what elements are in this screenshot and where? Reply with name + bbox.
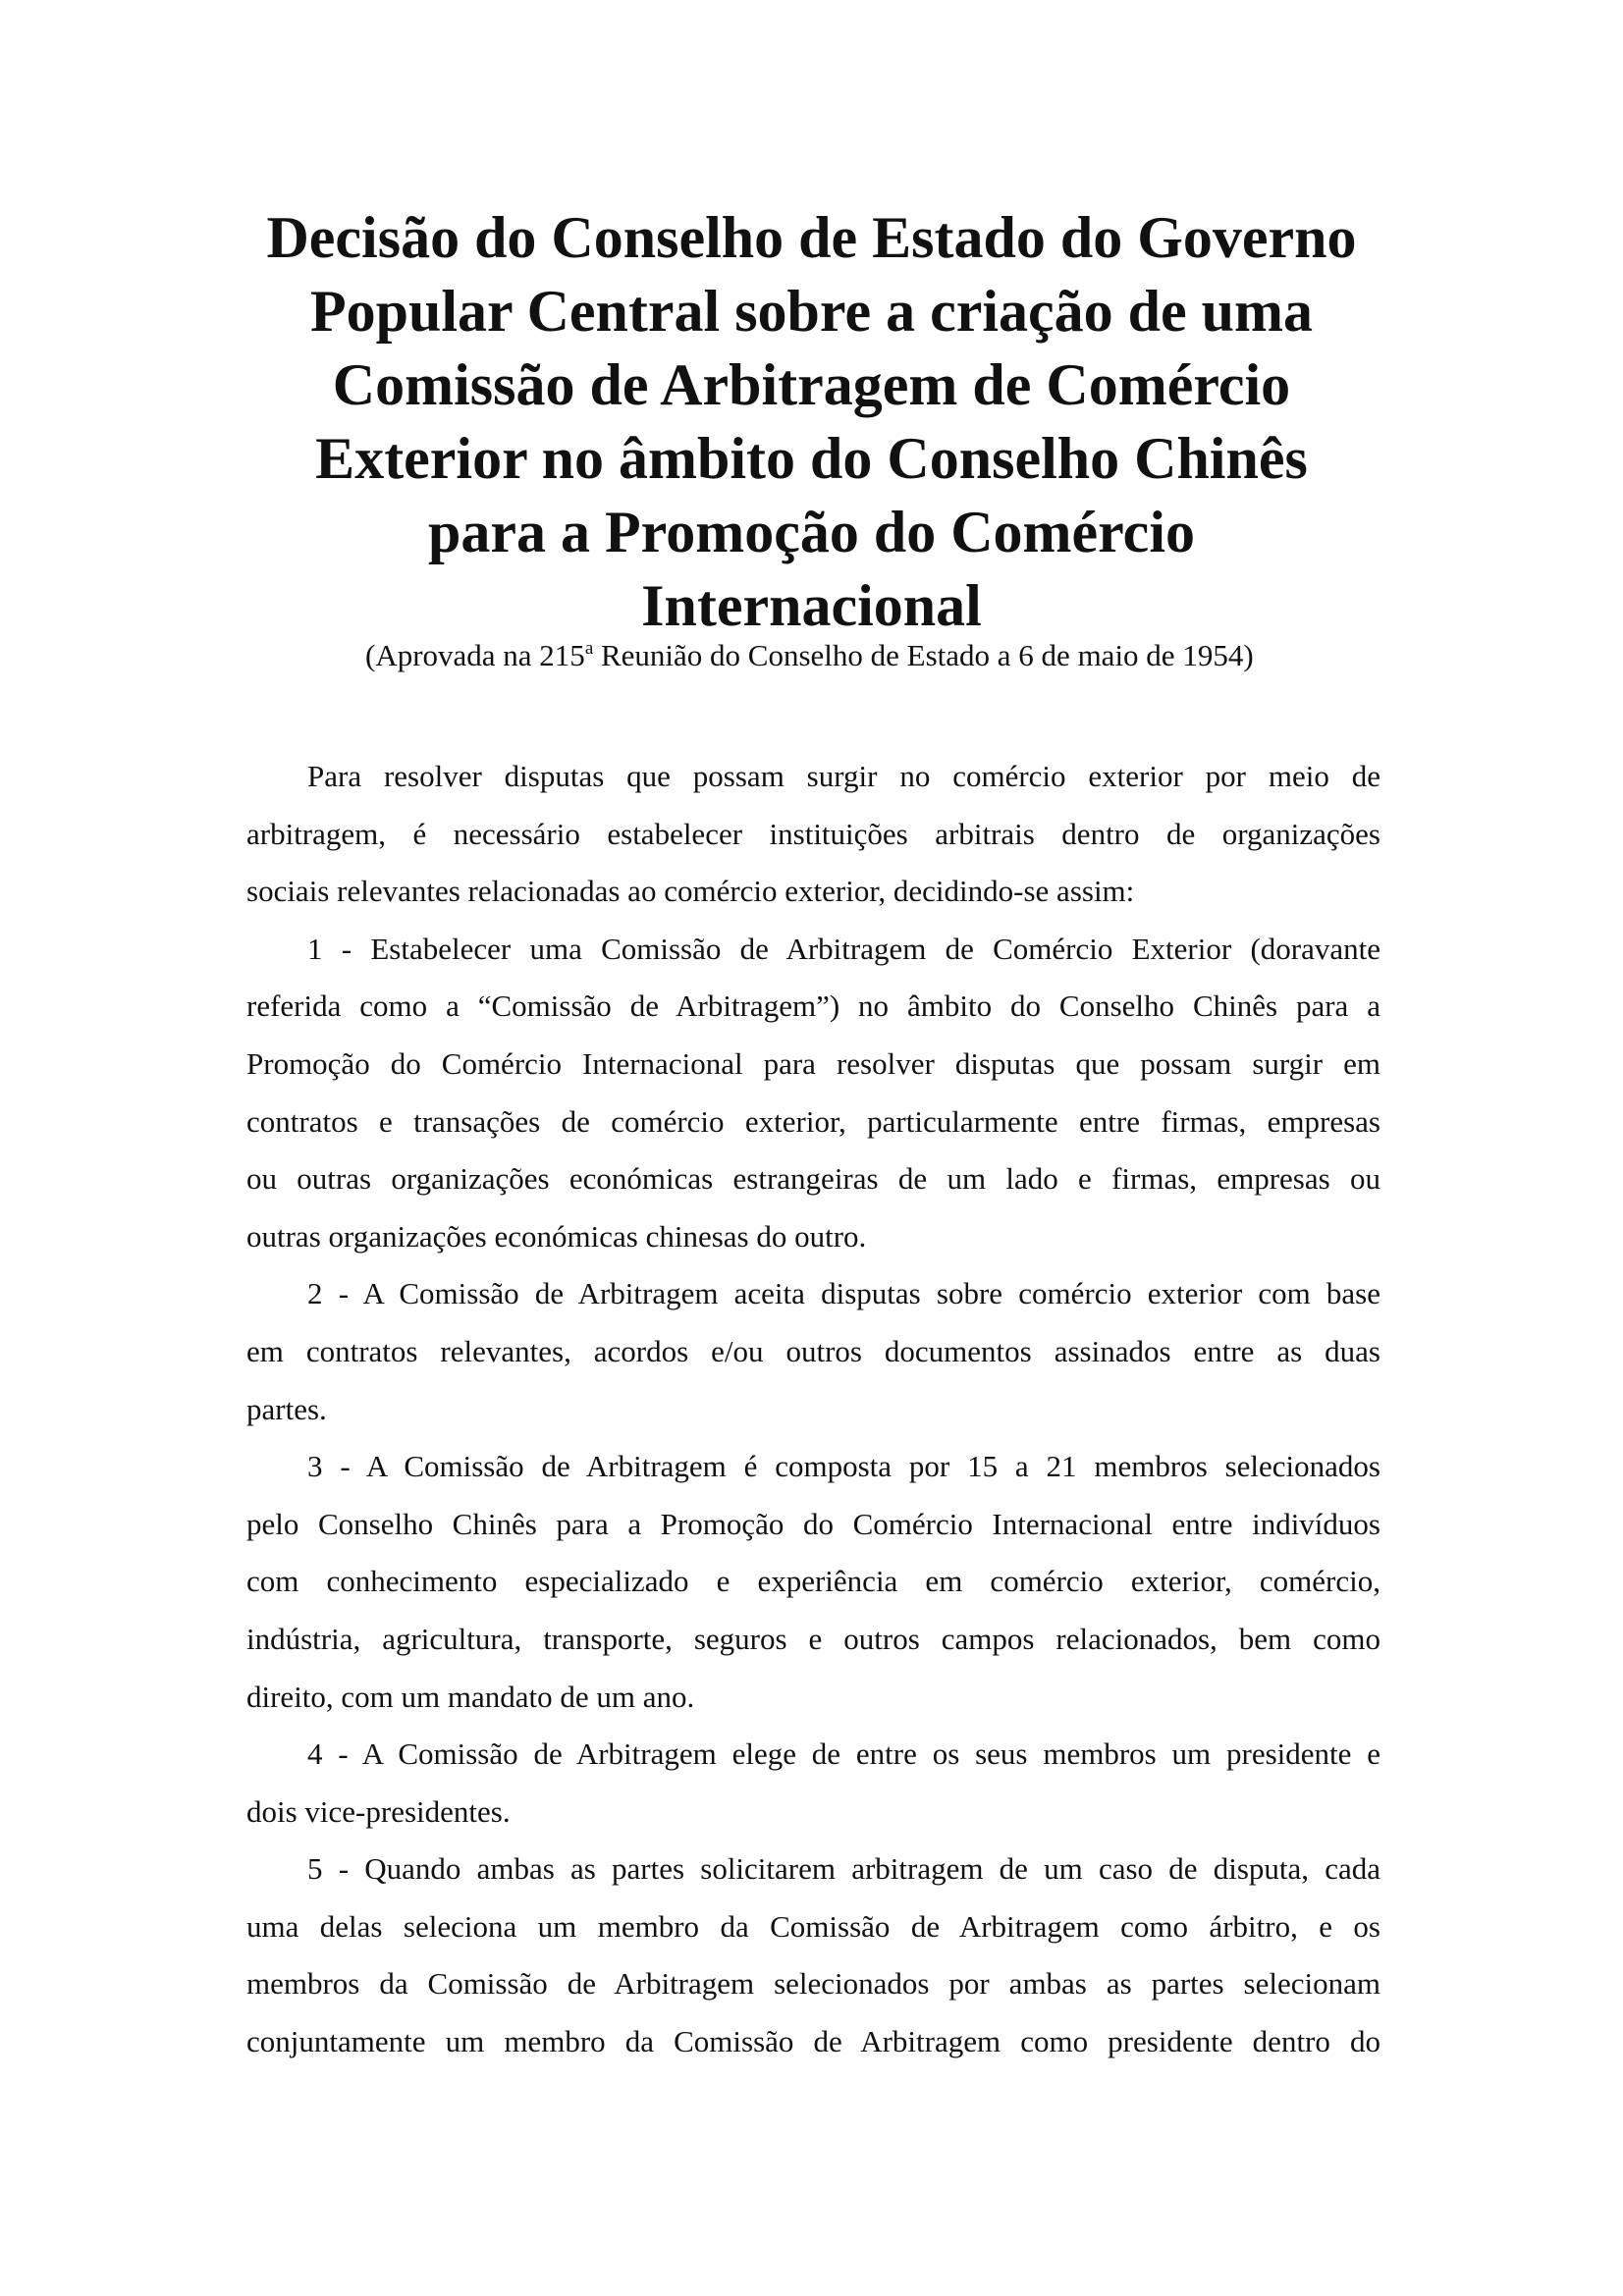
paragraph [246, 921, 1380, 1266]
approval-note [365, 636, 1347, 675]
paragraph-line: 3 - A Comissão de Arbitragem é composta por 15 a 21 membros selecionados [307, 1449, 1380, 1484]
paragraph-line: pelo Conselho Chinês para a Promoção do Comércio Internacional entre indivíduos [246, 1506, 1380, 1541]
paragraph-line: Promoção do Comércio Internacional para resolver disputas que possam surgir em [246, 1045, 1380, 1081]
paragraph-line: 5 - Quando ambas as partes solicitarem arbitragem de um caso de disputa, cada [307, 1851, 1380, 1887]
paragraph [246, 1265, 1380, 1438]
document-body [246, 748, 1380, 2071]
paragraph-line: conjuntamente um membro da Comissão de Arbitragem como presidente dentro do [246, 2024, 1380, 2059]
paragraph-line: dois vice-presidentes. [246, 1793, 511, 1829]
paragraph-line: ou outras organizações económicas estrangeiras de um lado e firmas, empresas ou [246, 1161, 1380, 1197]
paragraph-line: outras organizações económicas chinesas do outro. [246, 1218, 867, 1254]
title-line: para a Promoção do Comércio [428, 500, 1195, 564]
paragraph-line: com conhecimento especializado e experiência em comércio exterior, comércio, [246, 1564, 1380, 1599]
approval-text-after: Reunião do Conselho de Estado a 6 de maio de 1954) [593, 638, 1254, 672]
title-line: Exterior no âmbito do Conselho Chinês [315, 426, 1308, 491]
paragraph [246, 1841, 1380, 2070]
paragraph-line: sociais relevantes relacionadas ao comércio exterior, decidindo-se assim: [246, 874, 1135, 909]
ordinal-superscript: a [584, 638, 594, 659]
paragraph [246, 1726, 1380, 1841]
paragraph-line: partes. [246, 1391, 327, 1426]
paragraph-line: indústria, agricultura, transporte, seguros e outros campos relacionados, bem como [246, 1621, 1380, 1656]
paragraph-line: membros da Comissão de Arbitragem selecionados por ambas as partes selecionam [246, 1966, 1380, 2002]
paragraph-line: Para resolver disputas que possam surgir no comércio exterior por meio de [307, 759, 1380, 793]
paragraph-line: direito, com um mandato de um ano. [246, 1679, 695, 1714]
paragraph-line: uma delas seleciona um membro da Comissão de Arbitragem como árbitro, e os [246, 1908, 1380, 1944]
document-title [196, 201, 1427, 643]
paragraph-line: referida como a “Comissão de Arbitragem”) no âmbito do Conselho Chinês para a [246, 988, 1380, 1024]
title-line: Comissão de Arbitragem de Comércio [332, 352, 1291, 417]
title-line: Decisão do Conselho de Estado do Governo [266, 205, 1357, 270]
approval-text-before: (Aprovada na 215 [365, 638, 585, 672]
paragraph-line: em contratos relevantes, acordos e/ou outros documentos assinados entre as duas [246, 1333, 1380, 1368]
paragraph-line: 2 - A Comissão de Arbitragem aceita disputas sobre comércio exterior com base [307, 1276, 1380, 1311]
paragraph [246, 1438, 1380, 1726]
paragraph-line: 4 - A Comissão de Arbitragem elege de entre os seus membros um presidente e [307, 1736, 1380, 1772]
paragraph [246, 748, 1380, 921]
paragraph-line: arbitragem, é necessário estabelecer instituições arbitrais dentro de organizações [246, 816, 1380, 851]
paragraph-line: contratos e transações de comércio exterior, particularmente entre firmas, empresas [246, 1103, 1380, 1139]
title-line: Popular Central sobre a criação de uma [309, 279, 1314, 344]
title-line: Internacional [641, 573, 982, 638]
paragraph-line: 1 - Estabelecer uma Comissão de Arbitragem de Comércio Exterior (doravante [307, 931, 1380, 966]
